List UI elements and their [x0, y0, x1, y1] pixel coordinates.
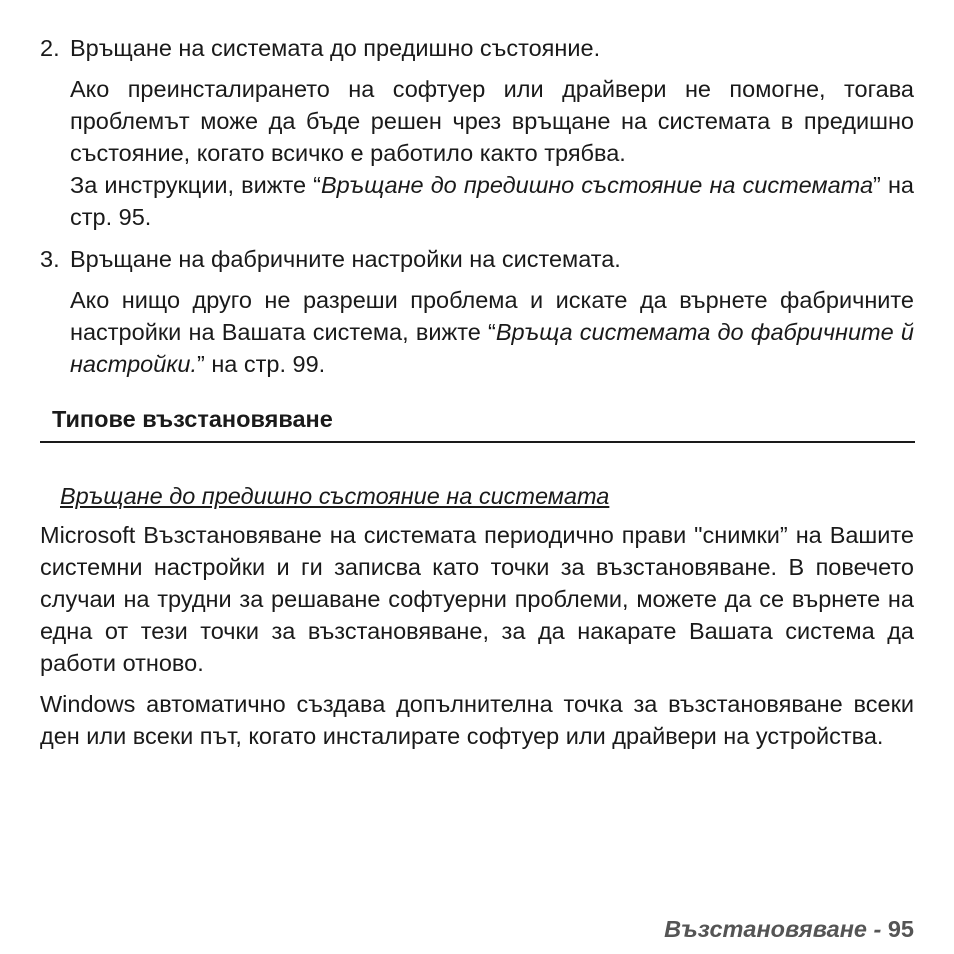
step-2-ref-prefix: За инструкции, вижте “	[70, 172, 321, 198]
step-2-reference	[70, 169, 914, 233]
page-number: 95	[887, 916, 914, 942]
step-2-ref-title: Връщане до предишно състояние на системата	[320, 172, 874, 198]
section-divider	[40, 441, 915, 443]
step-3-number: 3.	[40, 246, 60, 272]
section-subtitle: Връщане до предишно състояние на системата	[60, 483, 610, 509]
section-title: Типове възстановяване	[52, 406, 333, 432]
footer-title: Възстановяване -	[664, 916, 882, 942]
step-2-heading	[40, 32, 914, 64]
step-2-ref-suffix: ” на стр. 95.	[70, 172, 915, 230]
page-footer	[664, 913, 914, 945]
step-3-ref-suffix: ” на стр. 99.	[196, 351, 326, 377]
step-3-paragraph	[70, 284, 914, 380]
step-3-ref-title: Връща системата до фабричните й настройки.	[70, 319, 914, 377]
step-2-paragraph: Ако преинсталирането на софтуер или драйвери не помогне, тогава проблемът може да бъде решен чрез връщане на системата в предишно състояние, когато всичко е работило както трябва.	[70, 76, 914, 166]
step-2-heading-text: Връщане на системата до предишно състояние.	[70, 35, 601, 61]
step-3-paragraph-prefix: Ако нищо друго не разреши проблема и искате да върнете фабричните настройки на Вашата система, вижте “	[70, 287, 914, 345]
section-paragraph-2: Windows автоматично създава допълнителна точка за възстановяване всеки ден или всеки път, когато инсталирате софтуер или драйвери на устройства.	[40, 691, 914, 749]
step-3-heading	[40, 243, 914, 275]
section-paragraph-1: Microsoft Възстановяване на системата периодично прави "снимки” на Вашите системни настройки и ги записва като точки за възстановяване. В повечето случаи на трудни за решаване софтуерни проблеми, можете да се върнете на една от тези точки за възстановяване, за да накарате Вашата система да работи отново.	[40, 522, 914, 676]
step-2-number: 2.	[40, 35, 60, 61]
step-3-heading-text: Връщане на фабричните настройки на системата.	[70, 246, 621, 272]
